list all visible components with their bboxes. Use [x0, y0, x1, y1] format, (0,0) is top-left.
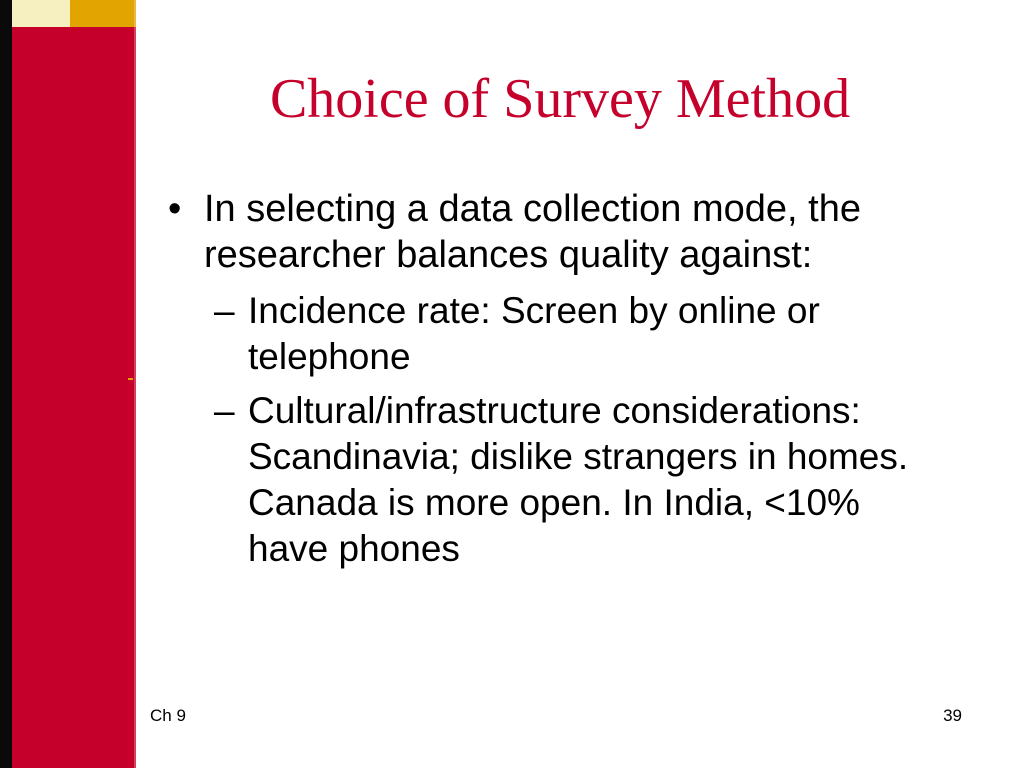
sub-bullet-item: [160, 388, 948, 572]
left-band-red-panel: [12, 0, 136, 768]
left-band-black-stripe: [0, 0, 12, 768]
sub-bullet-marker: –: [214, 290, 235, 331]
left-band-tick-mark: [128, 378, 133, 380]
bullet-item: [160, 186, 980, 278]
bullet-text: In selecting a data collection mode, the researcher balances quality against:: [204, 188, 861, 276]
footer-chapter-label: Ch 9: [150, 706, 186, 725]
slide-title: Choice of Survey Method: [269, 68, 851, 130]
left-band-divider-line: [134, 0, 136, 768]
left-band-cream-block: [12, 0, 70, 27]
left-band-gold-block: [70, 0, 136, 27]
bullet-marker: •: [168, 188, 182, 230]
sub-bullet-text: Incidence rate: Screen by online or telephone: [248, 290, 820, 377]
sub-bullet-marker: –: [214, 390, 235, 431]
footer-page-number: 39: [943, 706, 962, 725]
left-band-tick-mark: [128, 4, 133, 6]
slide-content: [160, 186, 980, 572]
sub-bullet-item: [160, 288, 948, 380]
sub-bullet-text: Cultural/infrastructure considerations: Scandinavia; dislike strangers in homes. Canada is more open. In India, <10% have phones: [248, 390, 909, 569]
